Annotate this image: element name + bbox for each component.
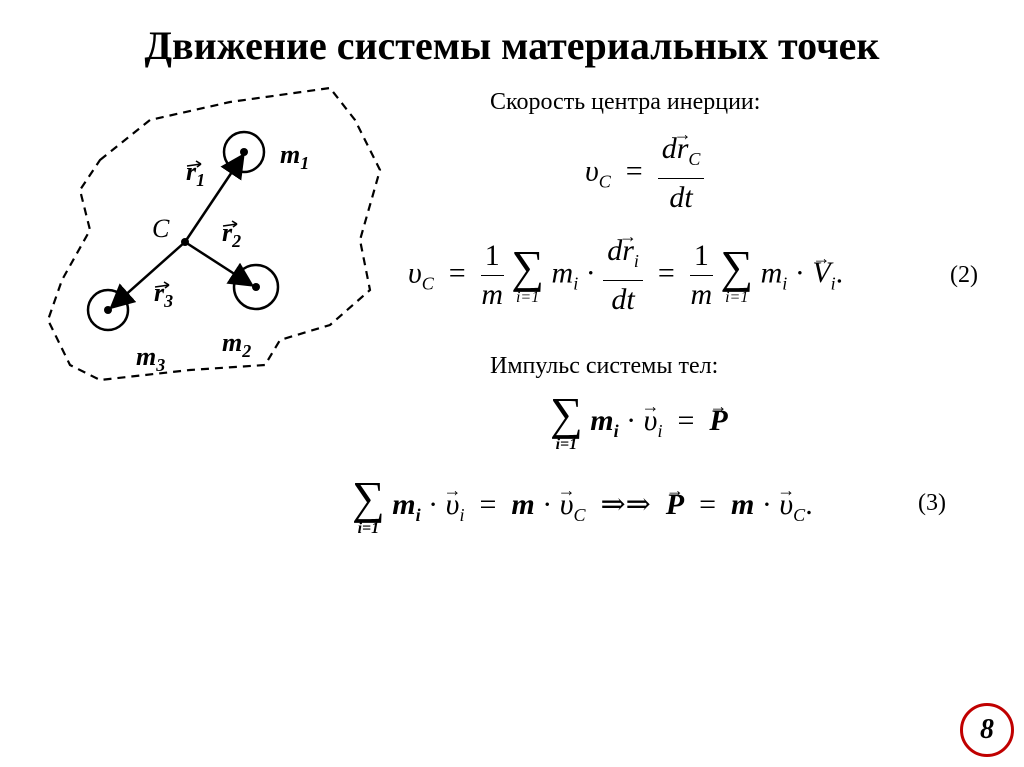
formula-cm-velocity: $\upsilon_C$ = $\frac{d\to r_C}{dt}$: [585, 132, 704, 215]
label-r2: $r_2$: [222, 218, 242, 252]
label-m2: $m_2$: [222, 328, 252, 362]
formula-eq2: $\upsilon_C$ = $\frac{1}{m}$ ∑ i=1 $m_i$ · $\frac{d\to r_i}{dt}$ = $\frac{1}{m}$ ∑ i=1 $m_i$ · → $V_i$.: [408, 234, 843, 317]
system-boundary: [48, 88, 380, 380]
momentum-heading: Импульс системы тел:: [490, 353, 719, 379]
label-m3: $m_3$: [136, 342, 166, 376]
slide-title: Движение системы материальных точек: [144, 23, 880, 68]
formula-momentum: ∑ i=1 $m_i$ · → $\upsilon_i$ = → P: [550, 392, 728, 454]
equation-tag-3: (3): [918, 490, 946, 516]
label-center-c: C: [152, 214, 170, 243]
label-r1: $r_1$: [186, 157, 206, 191]
page-number: 8: [980, 714, 994, 745]
page-number-badge: [960, 703, 1014, 757]
material-points-diagram: [40, 80, 400, 400]
formula-eq3: ∑ i=1 $m_i$ · → $\upsilon_i = m$ · → $\upsilon_C$ ⇒⇒ → P = m · → $\upsilon_C$.: [352, 476, 813, 538]
cm-velocity-heading: Скорость центра инерции:: [490, 89, 761, 115]
label-m1: $m_1$: [280, 140, 310, 174]
equation-tag-2: (2): [950, 262, 978, 288]
label-r3: $r_3$: [154, 278, 174, 312]
vector-r3: [113, 242, 185, 306]
